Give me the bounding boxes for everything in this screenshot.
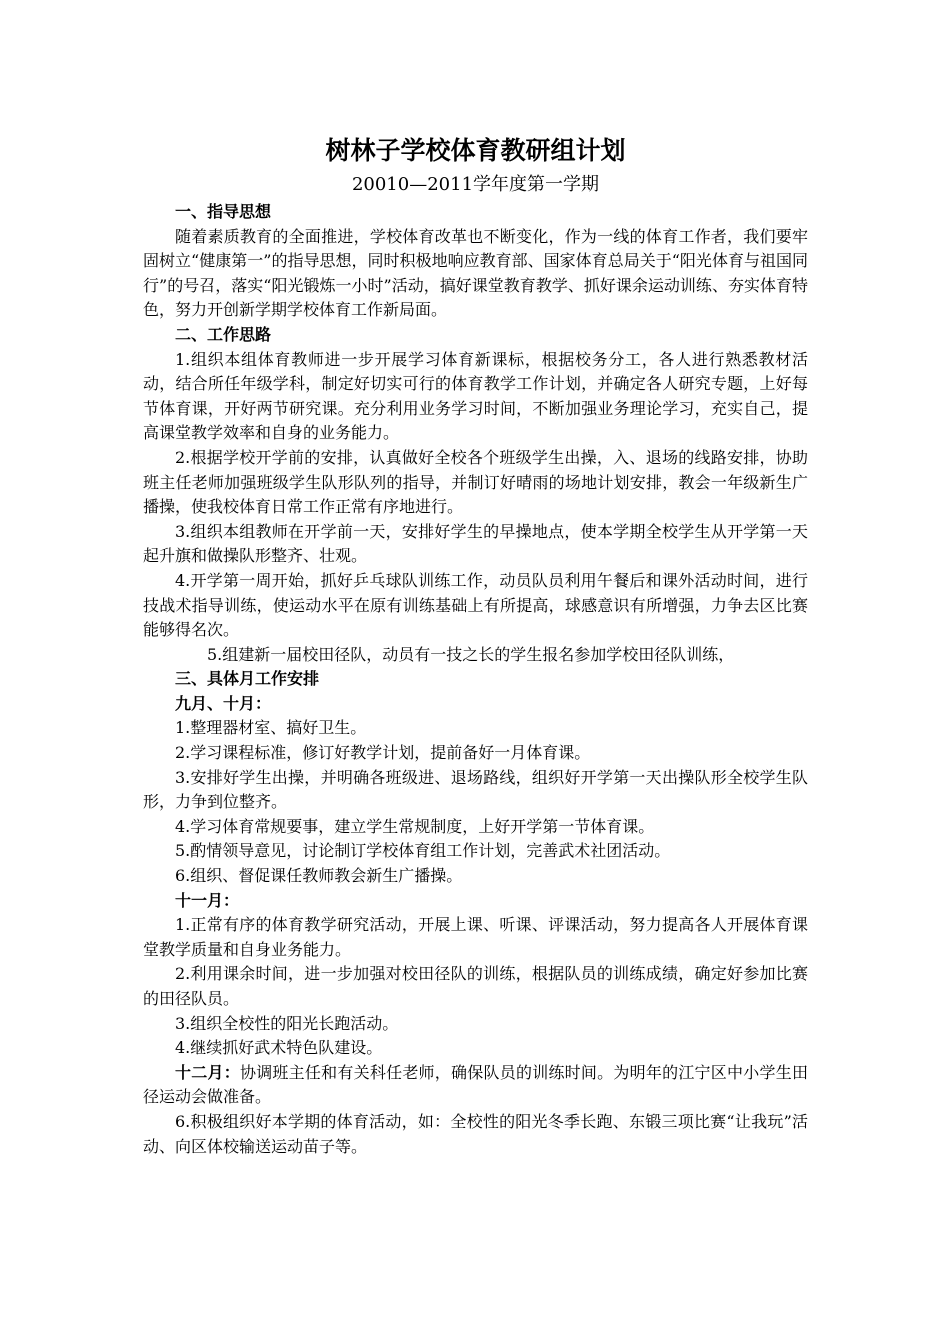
paragraph: 2.根据学校开学前的安排，认真做好全校各个班级学生出操，入、退场的线路安排，协助班主任老师加强班级学生队形队列的指导，并制订好晴雨的场地计划安排，教会一年级新生广播操，使我校体育日常工作正常有序地进行。 xyxy=(143,447,808,517)
list-item: 5.酌情领导意见，讨论制订学校体育组工作计划，完善武术社团活动。 xyxy=(175,841,671,861)
list-item: 2.学习课程标准，修订好教学计划，提前备好一月体育课。 xyxy=(175,743,591,763)
section-heading-3: 三、具体月工作安排 xyxy=(175,669,320,689)
section-heading-2: 二、工作思路 xyxy=(175,324,272,344)
paragraph: 3.组织本组教师在开学前一天，安排好学生的早操地点，使本学期全校学生从开学第一天起升旗和做操队形整齐、壮观。 xyxy=(143,521,808,566)
paragraph: 随着素质教育的全面推进，学校体育改革也不断变化，作为一线的体育工作者，我们要牢固树立“健康第一”的指导思想，同时积极地响应教育部、国家体育总局关于“阳光体育与祖国同行”的号召，落实“阳光锻炼一小时”活动，搞好课堂教育教学、抓好课余运动训练、夯实体育特色，努力开创新学期学校体育工作新局面。 xyxy=(143,226,808,320)
list-item: 6.组织、督促课任教师教会新生广播操。 xyxy=(175,866,463,886)
month-paragraph-dec xyxy=(143,1061,808,1110)
month-heading-dec: 十二月： xyxy=(175,1062,240,1082)
list-item: 1.正常有序的体育教学研究活动，开展上课、听课、评课活动，努力提高各人开展体育课堂教学质量和自身业务能力。 xyxy=(143,915,808,959)
list-item: 4.学习体育常规要事，建立学生常规制度，上好开学第一节体育课。 xyxy=(175,816,655,836)
paragraph: 4.开学第一周开始，抓好乒乓球队训练工作，动员队员利用午餐后和课外活动时间，进行技战术指导训练，使运动水平在原有训练基础上有所提高，球感意识有所增强，力争去区比赛能够得名次。 xyxy=(143,570,808,640)
page-title: 树林子学校体育教研组计划 xyxy=(325,136,626,165)
section-heading-1: 一、指导思想 xyxy=(175,202,272,221)
paragraph: 5.组建新一届校田径队，动员有一技之长的学生报名参加学校田径队训练， xyxy=(207,644,735,664)
month-dec-text: 协调班主任和有关科任老师，确保队员的训练时间。为明年的江宁区中小学生田径运动会做准备。 xyxy=(143,1062,808,1107)
list-item: 3.组织全校性的阳光长跑活动。 xyxy=(175,1013,399,1033)
list-item: 1.整理器材室、搞好卫生。 xyxy=(175,718,367,738)
list-item: 4.继续抓好武术特色队建设。 xyxy=(175,1038,383,1058)
list-item: 3.安排好学生出操，并明确各班级进、退场路线，组织好开学第一天出操队形全校学生队形，力争到位整齐。 xyxy=(143,767,808,812)
page-subtitle: 20010—2011学年度第一学期 xyxy=(351,174,600,195)
month-heading-sep-oct: 九月、十月： xyxy=(175,693,272,713)
month-heading-nov: 十一月： xyxy=(175,890,240,910)
list-item: 6.积极组织好本学期的体育活动，如：全校性的阳光冬季长跑、东锻三项比赛“让我玩”活动、向区体校输送运动苗子等。 xyxy=(143,1111,808,1156)
list-item: 2.利用课余时间，进一步加强对校田径队的训练，根据队员的训练成绩，确定好参加比赛的田径队员。 xyxy=(143,964,808,1008)
paragraph: 1.组织本组体育教师进一步开展学习体育新课标，根据校务分工，各人进行熟悉教材活动，结合所任年级学科，制定好切实可行的体育教学工作计划，并确定各人研究专题，上好每节体育课，开好两节研究课。充分利用业务学习时间，不断加强业务理论学习，充实自己，提高课堂教学效率和自身的业务能力。 xyxy=(143,349,808,443)
document-body xyxy=(143,132,808,1159)
